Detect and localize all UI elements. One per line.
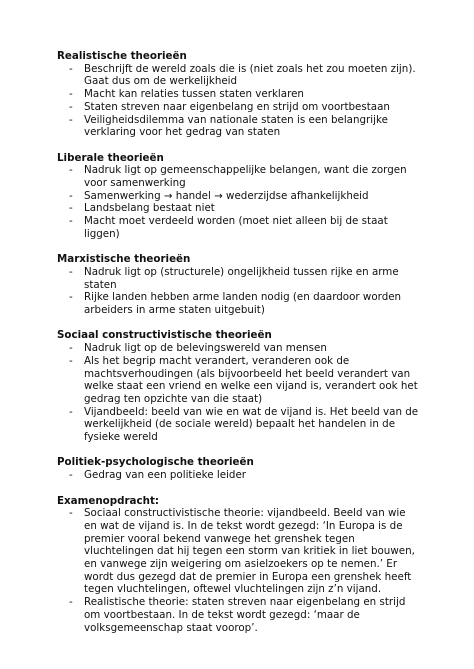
section-heading: Liberale theorieën [57,151,164,164]
section-heading: Realistische theorieën [57,50,187,62]
list-item: - Sociaal constructivistische theorie: vijandbeeld. Beeld van wie en wat de vijand is. In de tekst wordt gezegd: ‘In Europa is de premier vooral bekend vanwege het grenshek tegen vluchtelingen dat hij tegen een storm van kritiek in liet bouwen, en vanwege zijn weigering om asielzoekers op te nemen.’ Er wordt dus gezegd dat de premier in Europa een grenshek heeft tegen vluchtelingen, oftewel vluchtelingen zijn z’n vijand. [57,507,419,596]
list-item: - Realistische theorie: staten streven naar eigenbelang en strijd om voortbestaan. In de tekst wordt gezegd: ‘maar de volksgemeenschap staat voorop’. [57,596,419,634]
list-item: - Nadruk ligt op gemeenschappelijke belangen, want die zorgen voor samenwerking [57,164,419,189]
list-item: - Rijke landen hebben arme landen nodig (en daardoor worden arbeiders in arme staten uitgebuit) [57,291,419,316]
list-item: - Landsbelang bestaat niet [57,202,419,215]
section-heading: Politiek-psychologische theorieën [57,456,254,469]
section [57,495,419,635]
bullet-list [57,507,419,634]
bullet-list [57,63,419,139]
bullet-list [57,342,419,444]
list-item: - Samenwerking → handel → wederzijdse afhankelijkheid [57,190,419,203]
list-item: - Beschrijft de wereld zoals die is (niet zoals het zou moeten zijn). Gaat dus om de werkelijkheid [57,63,419,88]
list-item: - Nadruk ligt op (structurele) ongelijkheid tussen rijke en arme staten [57,266,419,291]
list-item: - Macht moet verdeeld worden (moet niet alleen bij de staat liggen) [57,215,419,240]
bullet-list [57,164,419,240]
section [57,50,419,139]
section-heading: Sociaal constructivistische theorieën [57,329,272,342]
list-item: - Gedrag van een politieke leider [57,469,419,482]
list-item: - Staten streven naar eigenbelang en strijd om voortbestaan [57,101,419,114]
section-heading: Marxistische theorieën [57,253,191,266]
list-item: - Als het begrip macht verandert, veranderen ook de machtsverhoudingen (als bijvoorbeeld het beeld verandert van welke staat een vriend en welke een vijand is, verandert ook het gedrag ten opzichte van die staat) [57,355,419,406]
bullet-list [57,469,419,482]
bullet-list [57,266,419,317]
document-body [57,50,419,647]
section [57,152,419,241]
list-item: - Veiligheidsdilemma van nationale staten is een belangrijke verklaring voor het gedrag van staten [57,114,419,139]
list-item: - Macht kan relaties tussen staten verklaren [57,88,419,101]
section [57,456,419,481]
list-item: - Nadruk ligt op de belevingswereld van mensen [57,342,419,355]
section [57,253,419,317]
section [57,329,419,443]
section-heading: Examenopdracht: [57,494,159,507]
list-item: - Vijandbeeld: beeld van wie en wat de vijand is. Het beeld van de werkelijkheid (de sociale wereld) bepaalt het handelen in de fysieke wereld [57,406,419,444]
